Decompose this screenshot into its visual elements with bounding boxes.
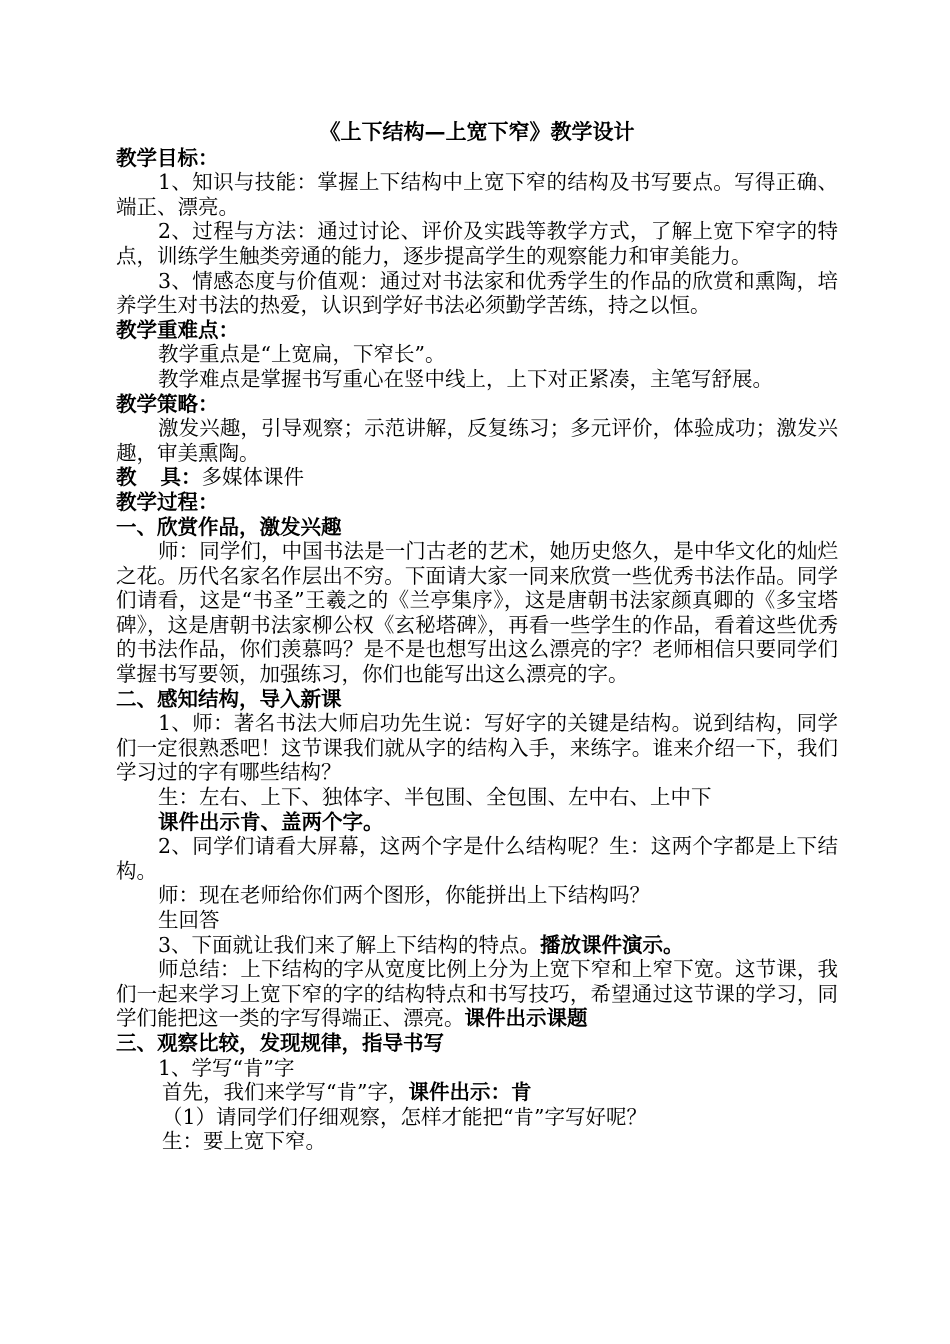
document-page bbox=[116, 120, 838, 1154]
section-3-heading: 三、观察比较，发现规律，指导书写 bbox=[116, 1030, 444, 1055]
goal-item-3: 3、情感态度与价值观：通过对书法家和优秀学生的作品的欣赏和熏陶，培养学生对书法的热爱，认识到学好书法必须勤学苦练，持之以恒。 bbox=[116, 268, 838, 318]
section-2-paragraph-2: 生：左右、上下、独体字、半包围、全包围、左中右、上中下 bbox=[158, 785, 712, 810]
keypoint-difficulty: 教学难点是掌握书写重心在竖中线上，上下对正紧凑，主笔写舒展。 bbox=[158, 366, 773, 391]
section-2-paragraph-8 bbox=[116, 957, 838, 1031]
section-2-paragraph-1: 1、师：著名书法大师启功先生说：写好字的关键是结构。说到结构，同学们一定很熟悉吧！这节课我们就从字的结构入手，来练字。谁来介绍一下，我们学习过的字有哪些结构？ bbox=[116, 711, 838, 785]
strategy-heading: 教学策略： bbox=[116, 391, 219, 416]
section-2-paragraph-5: 师：现在老师给你们两个图形，你能拼出上下结构吗？ bbox=[158, 883, 650, 908]
section-3-paragraph-3: （1）请同学们仔细观察，怎样才能把“肯”字写好呢？ bbox=[162, 1104, 648, 1129]
section-2-p8-text: 师总结：上下结构的字从宽度比例上分为上宽下窄和上窄下宽。这节课，我们一起来学习上宽下窄的字的结构特点和书写技巧，希望通过这节课的学习，同学们能把这一类的字写得端正、漂亮。 bbox=[116, 957, 838, 1031]
section-3-paragraph-4: 生：要上宽下窄。 bbox=[162, 1129, 326, 1154]
section-2-p8-bold: 课件出示课题 bbox=[464, 1006, 588, 1031]
section-3-paragraph-2 bbox=[116, 1080, 838, 1105]
section-2-paragraph-6: 生回答 bbox=[158, 908, 220, 932]
goals-heading: 教学目标： bbox=[116, 145, 219, 170]
section-3-p2-text: 首先，我们来学写“肯”字， bbox=[162, 1080, 409, 1105]
keypoint-focus: 教学重点是“上宽扁，下窄长”。 bbox=[158, 342, 446, 367]
goal-item-2: 2、过程与方法：通过讨论、评价及实践等教学方式，了解上宽下窄字的特点，训练学生触类旁通的能力，逐步提高学生的观察能力和审美能力。 bbox=[116, 219, 838, 268]
document-title: 《上下结构—上宽下窄》教学设计 bbox=[319, 119, 635, 144]
section-2-p7-bold: 播放课件演示。 bbox=[540, 932, 684, 957]
tools-label-b: 具： bbox=[160, 465, 202, 490]
goal-item-1: 1、知识与技能：掌握上下结构中上宽下窄的结构及书写要点。写得正确、端正、漂亮。 bbox=[116, 170, 838, 219]
tools-line bbox=[116, 465, 838, 490]
section-2-p7-text: 3、下面就让我们来了解上下结构的特点。 bbox=[158, 932, 541, 957]
section-1-paragraph: 师：同学们，中国书法是一门古老的艺术，她历史悠久，是中华文化的灿烂之花。历代名家名作层出不穷。下面请大家一同来欣赏一些优秀书法作品。同学们请看，这是“书圣”王羲之的《兰亭集序》，这是唐朝书法家颜真卿的《多宝塔碑》，这是唐朝书法家柳公权《玄秘塔碑》，再看一些学生的作品，看着这些优秀的书法作品，你们羡慕吗？是不是也想写出这么漂亮的字？老师相信只要同学们掌握书写要领，加强练习，你们也能写出这么漂亮的字。 bbox=[116, 539, 838, 687]
tools-value: 多媒体课件 bbox=[201, 465, 304, 490]
section-3-p2-bold: 课件出示：肯 bbox=[408, 1080, 532, 1105]
section-3-paragraph-1: 1、学写“肯”字 bbox=[158, 1055, 295, 1080]
section-2-paragraph-7 bbox=[116, 933, 838, 958]
section-2-courseware-note: 课件出示肯、盖两个字。 bbox=[158, 809, 384, 834]
section-2-paragraph-4: 2、同学们请看大屏幕，这两个字是什么结构呢？生：这两个字都是上下结构。 bbox=[116, 834, 838, 883]
tools-label-a: 教 bbox=[116, 465, 137, 490]
keypoints-heading: 教学重难点： bbox=[116, 317, 239, 342]
process-heading: 教学过程： bbox=[116, 489, 219, 514]
section-1-heading: 一、欣赏作品，激发兴趣 bbox=[116, 514, 342, 539]
strategy-text: 激发兴趣，引导观察；示范讲解，反复练习；多元评价，体验成功；激发兴趣，审美熏陶。 bbox=[116, 416, 838, 465]
section-2-heading: 二、感知结构，导入新课 bbox=[116, 686, 342, 711]
